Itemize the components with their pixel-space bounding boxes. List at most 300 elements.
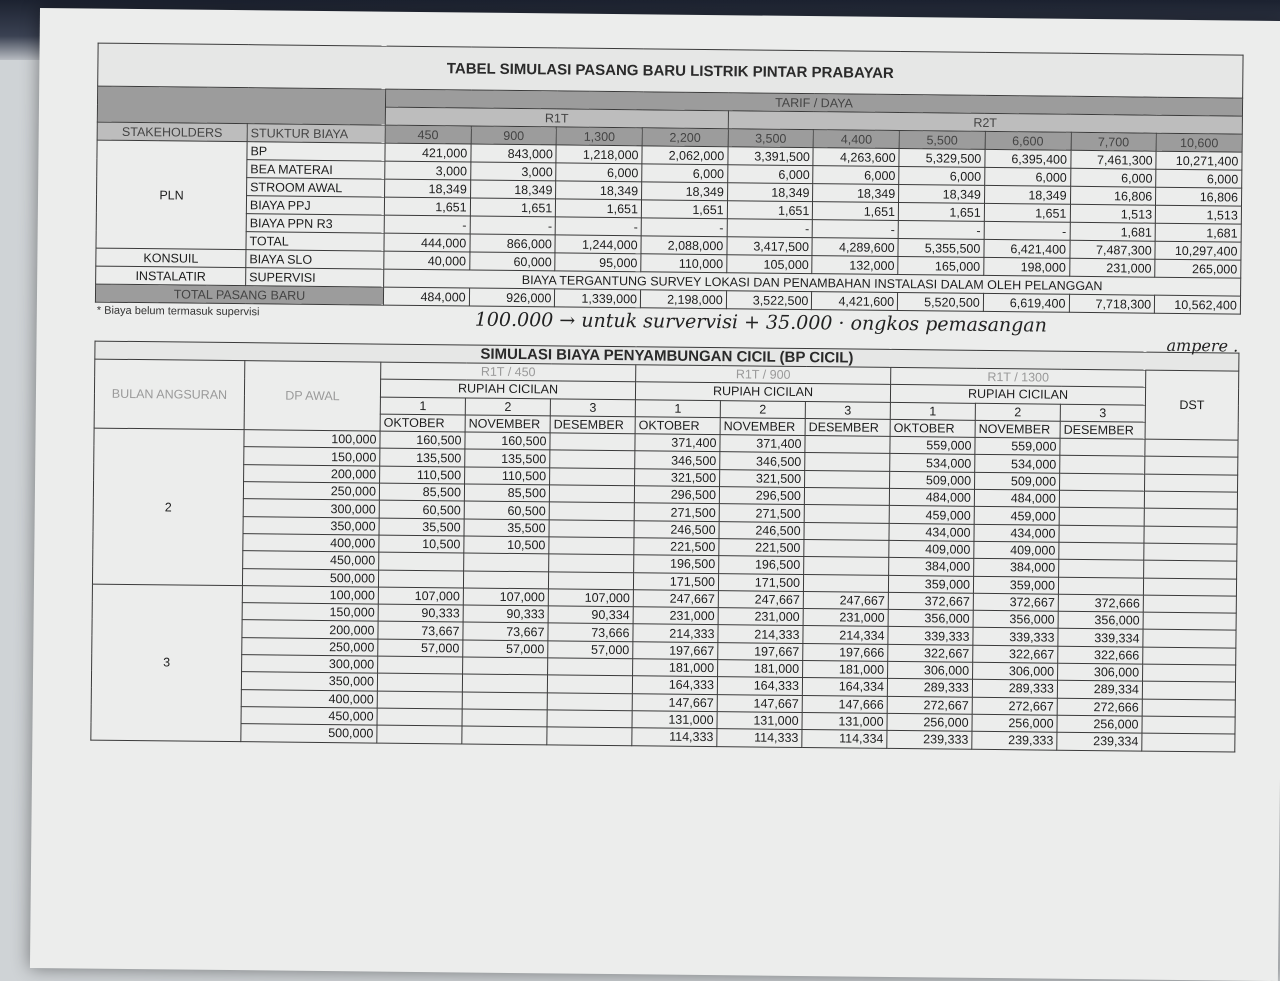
cicilan-value: 372,667 [888, 592, 973, 610]
dst-header: DST [1145, 370, 1239, 440]
cicilan-value: 434,000 [974, 524, 1059, 542]
cicilan-value: 321,500 [720, 469, 805, 487]
cost-label: BEA MATERAI [247, 160, 385, 179]
cicilan-value [804, 557, 889, 575]
cicilan-value: 107,000 [548, 589, 633, 607]
cicilan-value: 57,000 [463, 640, 548, 658]
cicilan-value: 239,334 [1057, 732, 1142, 750]
cicilan-value [1059, 508, 1144, 526]
cicilan-value: 160,500 [465, 432, 550, 450]
cicilan-value: 85,500 [464, 484, 549, 502]
cicilan-value: 372,666 [1058, 594, 1143, 612]
cost-value: 843,000 [471, 144, 557, 163]
dst-cell [1143, 664, 1236, 682]
cicilan-value [463, 571, 548, 589]
cicilan-value: 197,667 [718, 642, 803, 660]
cicilan-value: 10,500 [379, 535, 464, 553]
cost-label: SUPERVISI [246, 268, 384, 287]
cost-value: 3,391,500 [728, 147, 814, 166]
cicilan-value: 114,333 [632, 728, 717, 746]
cicilan-value: 271,500 [719, 504, 804, 522]
cost-label: BIAYA SLO [246, 250, 384, 269]
cicilan-value: 356,000 [888, 610, 973, 628]
cost-value: 6,000 [899, 167, 985, 186]
dst-cell [1142, 716, 1235, 734]
cicilan-value [549, 485, 634, 503]
cost-value: 6,000 [642, 164, 728, 183]
daya-2: 1,300 [556, 127, 642, 146]
cost-value: 4,263,600 [813, 148, 899, 167]
month-header: OKTOBER [635, 417, 720, 435]
cicilan-value: 296,500 [634, 486, 719, 504]
cicilan-value: 131,000 [717, 712, 802, 730]
cicilan-value: 160,500 [380, 431, 465, 449]
cicilan-value: 181,000 [718, 660, 803, 678]
header-spacer [97, 86, 385, 125]
cost-value: 1,651 [384, 197, 470, 216]
cicilan-value: 459,000 [889, 506, 974, 524]
group-r1t: R1T [385, 107, 728, 129]
dst-cell [1143, 630, 1236, 648]
cicilan-value: 256,000 [887, 713, 972, 731]
daya-7: 6,600 [985, 131, 1071, 150]
cost-value: 1,513 [1155, 205, 1241, 224]
cicilan-value: 231,000 [803, 609, 888, 627]
cost-value: 1,651 [641, 200, 727, 219]
table1-title: TABEL SIMULASI PASANG BARU LISTRIK PINTAR PRABAYAR [98, 43, 1243, 98]
cicilan-value: 322,667 [973, 645, 1058, 663]
dst-cell [1144, 543, 1237, 561]
paper-sheet [30, 8, 1280, 981]
cicilan-value [378, 570, 463, 588]
daya-6: 5,500 [899, 131, 985, 150]
cicilan-value: 484,000 [889, 489, 974, 507]
dp-value: 150,000 [244, 447, 380, 466]
cicilan-value [1060, 438, 1145, 456]
dp-value: 500,000 [242, 568, 378, 587]
cost-value: 265,000 [1155, 259, 1241, 278]
rupiah-cicilan-header-0: RUPIAH CICILAN [380, 379, 635, 399]
cicilan-value: 247,667 [803, 591, 888, 609]
cost-value: 3,000 [385, 161, 471, 180]
stakeholder-instalatir: INSTALATIR [96, 266, 246, 286]
cicilan-value: 272,667 [887, 696, 972, 714]
cost-label: BP [247, 142, 385, 161]
cicilan-value: 85,500 [379, 483, 464, 501]
cicilan-value: 164,334 [802, 678, 887, 696]
installment-number: 3 [805, 401, 890, 419]
cost-value: 231,000 [1069, 258, 1155, 277]
cicilan-value: 90,333 [378, 604, 463, 622]
cicilan-value [547, 675, 632, 693]
dp-value: 150,000 [242, 603, 378, 622]
cost-value: 1,681 [1155, 223, 1241, 242]
cost-value: 95,000 [555, 253, 641, 272]
cicilan-value: 110,500 [465, 467, 550, 485]
cicilan-value: 484,000 [974, 489, 1059, 507]
cicilan-value: 559,000 [975, 438, 1060, 456]
dst-cell [1143, 595, 1236, 613]
cicilan-value: 306,000 [973, 662, 1058, 680]
daya-8: 7,700 [1071, 132, 1157, 151]
cicilan-value: 35,500 [379, 518, 464, 536]
cicilan-value: 246,500 [719, 521, 804, 539]
cost-value: 1,651 [556, 199, 642, 218]
group-header-1: R1T / 900 [636, 365, 891, 385]
cicilan-value: 384,000 [974, 559, 1059, 577]
cost-value: 421,000 [385, 143, 471, 162]
cicilan-value: 321,500 [635, 469, 720, 487]
cost-value: 18,349 [470, 180, 556, 199]
cost-value: - [813, 220, 899, 239]
month-header: DESEMBER [805, 418, 890, 436]
cicilan-value [462, 692, 547, 710]
cicilan-value: 231,000 [633, 607, 718, 625]
cicilan-value: 256,000 [972, 714, 1057, 732]
cicilan-value: 110,500 [380, 466, 465, 484]
cicilan-value: 197,667 [633, 641, 718, 659]
cicilan-value: 171,500 [718, 573, 803, 591]
cost-value: 18,349 [813, 184, 899, 203]
cicilan-value [550, 433, 635, 451]
dp-value: 250,000 [243, 482, 379, 501]
cost-value: 18,349 [556, 181, 642, 200]
installment-number: 2 [465, 398, 550, 416]
rupiah-cicilan-header-1: RUPIAH CICILAN [635, 382, 890, 402]
cicilan-value: 339,333 [888, 627, 973, 645]
footnote-text: * Biaya belum termasuk supervisi [96, 304, 260, 319]
cicilan-value: 90,333 [463, 605, 548, 623]
dp-value: 450,000 [243, 551, 379, 570]
cost-value: 132,000 [812, 256, 898, 275]
cost-value: 18,349 [984, 185, 1070, 204]
bulan-angsuran-header: BULAN ANGSURAN [94, 359, 245, 430]
cicilan-value: 135,500 [380, 449, 465, 467]
cicilan-value [463, 657, 548, 675]
cicilan-value: 147,666 [802, 695, 887, 713]
cicilan-value: 559,000 [890, 437, 975, 455]
daya-0: 450 [385, 125, 471, 144]
cost-label: TOTAL [246, 232, 384, 251]
month-header: OKTOBER [380, 414, 465, 432]
table2-title: SIMULASI BIAYA PENYAMBUNGAN CICIL (BP CICIL) [95, 341, 1239, 371]
cicilan-value [804, 522, 889, 540]
month-header: NOVEMBER [975, 420, 1060, 438]
cost-value: 110,000 [641, 254, 727, 273]
cost-value: 16,806 [1156, 187, 1242, 206]
group-header-2: R1T / 1300 [891, 367, 1146, 387]
cost-value: 5,355,500 [898, 239, 984, 258]
cicilan-value: 73,667 [378, 622, 463, 640]
cicilan-value: 289,333 [972, 680, 1057, 698]
cost-value: - [556, 217, 642, 236]
cicilan-value: 256,000 [1057, 715, 1142, 733]
cicilan-value: 306,000 [1058, 663, 1143, 681]
rupiah-cicilan-header-2: RUPIAH CICILAN [890, 385, 1145, 405]
cicilan-value [549, 537, 634, 555]
cicilan-value: 57,000 [548, 641, 633, 659]
cost-value: - [898, 221, 984, 240]
tarif-daya-header: TARIF / DAYA [385, 89, 1242, 116]
cost-value: 6,421,400 [984, 239, 1070, 258]
dp-value: 100,000 [242, 586, 378, 605]
cicilan-value [464, 553, 549, 571]
cicilan-value: 509,000 [975, 472, 1060, 490]
cost-value: 18,349 [899, 185, 985, 204]
cicilan-value: 171,500 [633, 572, 718, 590]
cicilan-value: 459,000 [974, 507, 1059, 525]
cicilan-value [378, 656, 463, 674]
cicilan-value: 339,333 [973, 628, 1058, 646]
stakeholders-header: STAKEHOLDERS [97, 122, 247, 142]
group-header-0: R1T / 450 [381, 362, 636, 382]
cicilan-value [549, 502, 634, 520]
cicilan-value: 10,500 [464, 536, 549, 554]
cicilan-value: 384,000 [889, 558, 974, 576]
cicilan-value: 346,500 [720, 452, 805, 470]
cost-value: 10,297,400 [1155, 241, 1241, 260]
daya-4: 3,500 [728, 129, 814, 148]
cicilan-value: 434,000 [889, 523, 974, 541]
cicilan-value: 164,333 [717, 677, 802, 695]
cicilan-value [377, 691, 462, 709]
cicilan-value: 356,000 [973, 610, 1058, 628]
cicilan-value: 221,500 [719, 539, 804, 557]
cost-value: 1,651 [813, 202, 899, 221]
cicilan-value: 231,000 [718, 608, 803, 626]
cicilan-value: 371,400 [720, 435, 805, 453]
cost-value: 2,088,000 [641, 236, 727, 255]
cost-value: 16,806 [1070, 186, 1156, 205]
bulan-angsuran-value: 3 [91, 584, 243, 741]
total-value: 3,522,500 [726, 291, 812, 310]
cost-label: BIAYA PPJ [246, 196, 384, 215]
dp-value: 200,000 [244, 464, 380, 483]
cicilan-value [379, 552, 464, 570]
cicilan-value: 371,400 [635, 434, 720, 452]
cicilan-value: 181,000 [633, 659, 718, 677]
dp-value: 200,000 [242, 620, 378, 639]
daya-1: 900 [471, 126, 557, 145]
cost-label: BIAYA PPN R3 [246, 214, 384, 233]
month-header: NOVEMBER [720, 418, 805, 436]
cicilan-value: 73,667 [463, 622, 548, 640]
cicilan-value: 247,667 [633, 590, 718, 608]
cicilan-value [548, 571, 633, 589]
cicilan-value [1059, 559, 1144, 577]
cicilan-value [805, 436, 890, 454]
cost-value: 6,395,400 [985, 149, 1071, 168]
cicilan-value [805, 470, 890, 488]
cicilan-value: 296,500 [719, 487, 804, 505]
installment-number: 1 [890, 402, 975, 420]
cicilan-value [462, 709, 547, 727]
dst-cell [1144, 508, 1237, 526]
cicilan-value [549, 520, 634, 538]
total-value: 2,198,000 [640, 290, 726, 309]
cicilan-value [550, 468, 635, 486]
cost-value: 6,000 [985, 167, 1071, 186]
installment-number: 3 [1060, 404, 1145, 422]
cicilan-value: 239,333 [887, 731, 972, 749]
dst-cell [1145, 439, 1238, 457]
cicilan-value [547, 710, 632, 728]
cicilan-value: 272,666 [1057, 698, 1142, 716]
cost-value: 1,218,000 [556, 145, 642, 164]
cicilan-value: 346,500 [635, 451, 720, 469]
cost-value: 7,461,300 [1070, 150, 1156, 169]
total-value: 6,619,400 [983, 293, 1069, 312]
dst-cell [1143, 647, 1236, 665]
dst-cell [1144, 491, 1237, 509]
cicilan-value: 181,000 [803, 661, 888, 679]
cost-value: 5,329,500 [899, 149, 985, 168]
installment-number: 2 [720, 400, 805, 418]
daya-9: 10,600 [1156, 133, 1242, 152]
cicilan-value: 135,500 [465, 449, 550, 467]
daya-5: 4,400 [814, 130, 900, 149]
cicilan-value: 90,334 [548, 606, 633, 624]
cost-value: 18,349 [385, 179, 471, 198]
cost-value: 105,000 [727, 255, 813, 274]
cicilan-value: 271,500 [634, 503, 719, 521]
total-value: 10,562,400 [1155, 295, 1241, 314]
dp-value: 500,000 [241, 724, 377, 743]
cicilan-value: 372,667 [973, 593, 1058, 611]
cost-value: 1,651 [727, 201, 813, 220]
installment-number: 1 [380, 397, 465, 415]
total-value: 4,421,600 [812, 292, 898, 311]
cicilan-value: 214,333 [718, 625, 803, 643]
cicilan-value: 107,000 [463, 588, 548, 606]
cicilan-value [377, 673, 462, 691]
cost-value: - [384, 215, 470, 234]
installment-number: 2 [975, 403, 1060, 421]
cicilan-value [804, 539, 889, 557]
cicilan-value: 131,000 [802, 712, 887, 730]
cicilan-value [1059, 490, 1144, 508]
cicilan-value [804, 505, 889, 523]
total-value: 5,520,500 [898, 292, 984, 311]
table-pasang-baru [95, 43, 1244, 315]
cicilan-value: 114,334 [802, 730, 887, 748]
table-bp-cicil [90, 341, 1239, 753]
dp-value: 300,000 [243, 499, 379, 518]
installment-number: 3 [550, 398, 635, 416]
cicilan-value [803, 574, 888, 592]
cicilan-value: 57,000 [378, 639, 463, 657]
cost-value: 444,000 [384, 233, 470, 252]
handwriting-line1: 100.000 → untuk survervisi + 35.000 · ongkos pemasangan [474, 308, 1048, 337]
dp-value: 400,000 [241, 689, 377, 708]
cost-value: - [470, 216, 556, 235]
cost-value: 1,651 [984, 203, 1070, 222]
cicilan-value: 214,334 [803, 626, 888, 644]
dp-value: 350,000 [241, 672, 377, 691]
cicilan-value [377, 725, 462, 743]
cost-value: 165,000 [898, 256, 984, 275]
dst-cell [1145, 457, 1238, 475]
cicilan-value: 196,500 [719, 556, 804, 574]
supervisi-note: BIAYA TERGANTUNG SURVEY LOKASI DAN PENAMBAHAN INSTALASI DALAM OLEH PELANGGAN [384, 269, 1241, 296]
document [90, 43, 1242, 752]
installment-number: 1 [635, 399, 720, 417]
dst-cell [1142, 733, 1235, 751]
total-pasang-baru-label: TOTAL PASANG BARU [95, 284, 383, 305]
cicilan-value: 60,500 [464, 501, 549, 519]
cost-value: 6,000 [556, 163, 642, 182]
daya-3: 2,200 [642, 128, 728, 147]
cost-value: 6,000 [1156, 169, 1242, 188]
cost-value: 866,000 [470, 234, 556, 253]
cicilan-value [462, 726, 547, 744]
cicilan-value: 60,500 [379, 500, 464, 518]
cost-value: 2,062,000 [642, 146, 728, 165]
stakeholder-pln: PLN [96, 140, 247, 250]
cost-value: 60,000 [469, 252, 555, 271]
cost-value: 198,000 [984, 257, 1070, 276]
cicilan-value [549, 554, 634, 572]
cicilan-value: 322,667 [888, 644, 973, 662]
cost-value: 18,349 [642, 182, 728, 201]
struktur-header: STUKTUR BIAYA [247, 124, 385, 143]
dp-value: 250,000 [242, 637, 378, 656]
cost-value: 40,000 [384, 251, 470, 270]
cicilan-value: 509,000 [890, 471, 975, 489]
cicilan-value [547, 692, 632, 710]
cicilan-value [1059, 525, 1144, 543]
cicilan-value: 356,000 [1058, 611, 1143, 629]
dp-value: 100,000 [244, 430, 380, 449]
cicilan-value: 164,333 [632, 676, 717, 694]
cicilan-value: 221,500 [634, 538, 719, 556]
cicilan-value: 131,000 [632, 711, 717, 729]
cicilan-value: 409,000 [974, 541, 1059, 559]
cost-label: STROOM AWAL [247, 178, 385, 197]
cicilan-value: 196,500 [634, 555, 719, 573]
cicilan-value: 246,500 [634, 520, 719, 538]
total-value: 1,339,000 [555, 289, 641, 308]
month-header: DESEMBER [550, 416, 635, 434]
cicilan-value: 114,333 [717, 729, 802, 747]
cicilan-value [1060, 473, 1145, 491]
bulan-angsuran-value: 2 [92, 428, 244, 585]
cicilan-value [548, 658, 633, 676]
group-r2t: R2T [728, 111, 1242, 134]
cicilan-value [547, 727, 632, 745]
cost-value: - [984, 221, 1070, 240]
dp-value: 450,000 [241, 707, 377, 726]
cicilan-value [1059, 542, 1144, 560]
cost-value: 7,487,300 [1069, 240, 1155, 259]
total-value: 484,000 [383, 287, 469, 306]
month-header: NOVEMBER [465, 415, 550, 433]
cicilan-value: 289,333 [887, 679, 972, 697]
month-header: OKTOBER [890, 419, 975, 437]
cost-value: 1,244,000 [555, 235, 641, 254]
cost-value: 10,271,400 [1156, 151, 1242, 170]
cicilan-value: 35,500 [464, 519, 549, 537]
cost-value: - [727, 219, 813, 238]
cost-value: 1,651 [898, 203, 984, 222]
cost-value: 18,349 [727, 183, 813, 202]
cicilan-value: 339,334 [1058, 629, 1143, 647]
cicilan-value [377, 708, 462, 726]
cicilan-value [550, 450, 635, 468]
cicilan-value: 247,667 [718, 590, 803, 608]
handwriting-line2: ampere . [1166, 335, 1239, 356]
dst-cell [1143, 612, 1236, 630]
